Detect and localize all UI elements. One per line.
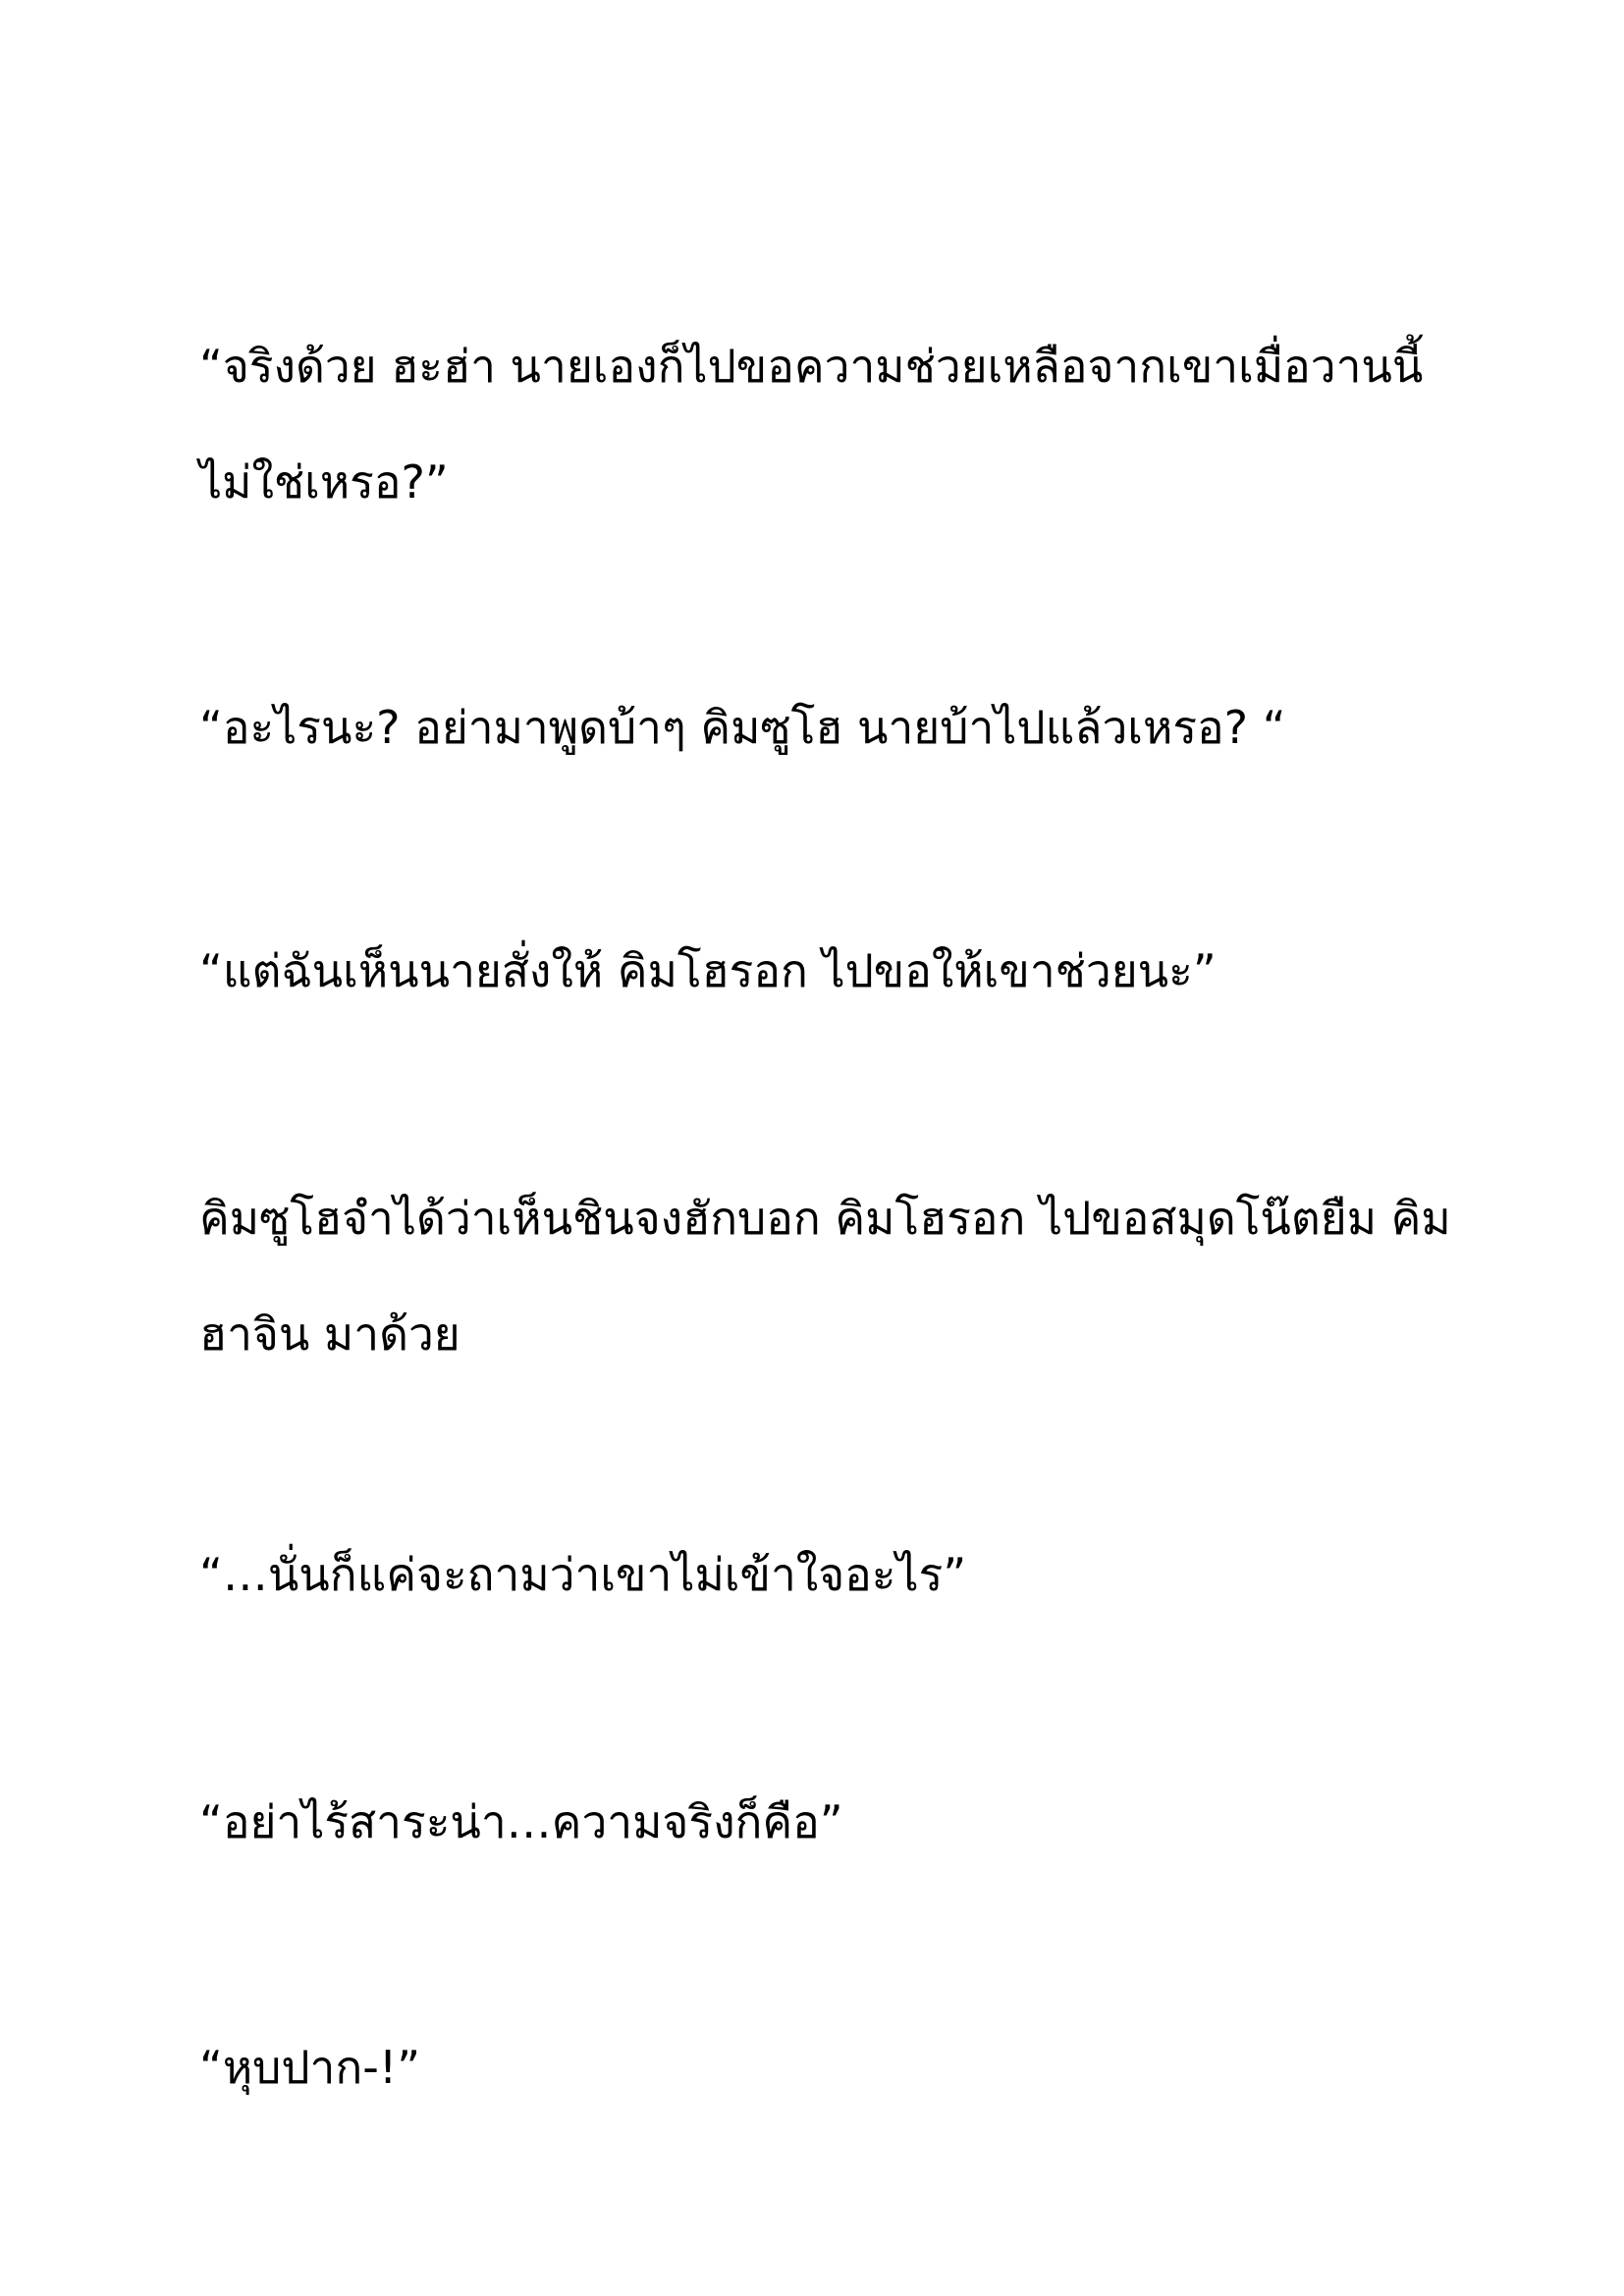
dialogue-paragraph-1 (199, 308, 1456, 540)
text-line: “แต่ฉันเห็นนายสั่งให้ คิมโฮรอก ไปขอให้เขาช่วยนะ” (199, 944, 1217, 997)
dialogue-paragraph-3 (199, 913, 1456, 1029)
narration-paragraph (199, 1160, 1456, 1392)
text-line: “จริงด้วย ฮะฮ่า นายเองก็ไปขอความช่วยเหลือจากเขาเมื่อวานนี้ (199, 340, 1424, 393)
text-line: “อย่าไร้สาระน่า…ความจริงก็คือ” (199, 1795, 843, 1848)
dialogue-paragraph-7 (199, 2009, 1456, 2125)
dialogue-paragraph-2 (199, 669, 1456, 785)
dialogue-paragraph-5 (199, 1517, 1456, 1632)
text-line: “อะไรนะ? อย่ามาพูดบ้าๆ คิมซูโฮ นายบ้าไปแล้วเหรอ? “ (199, 701, 1286, 754)
text-line: ฮาจิน มาด้วย (199, 1308, 460, 1361)
dialogue-paragraph-6 (199, 1764, 1456, 1880)
text-line: คิมซูโฮจำได้ว่าเห็นชินจงฮักบอก คิมโฮรอก ไปขอสมุดโน๊ตยืม คิม (199, 1192, 1451, 1245)
text-line: ไม่ใช่เหรอ?” (199, 455, 449, 508)
text-line: “หุบปาก-!” (199, 2041, 421, 2094)
text-line: “…นั่นก็แค่จะถามว่าเขาไม่เข้าใจอะไร” (199, 1548, 967, 1601)
